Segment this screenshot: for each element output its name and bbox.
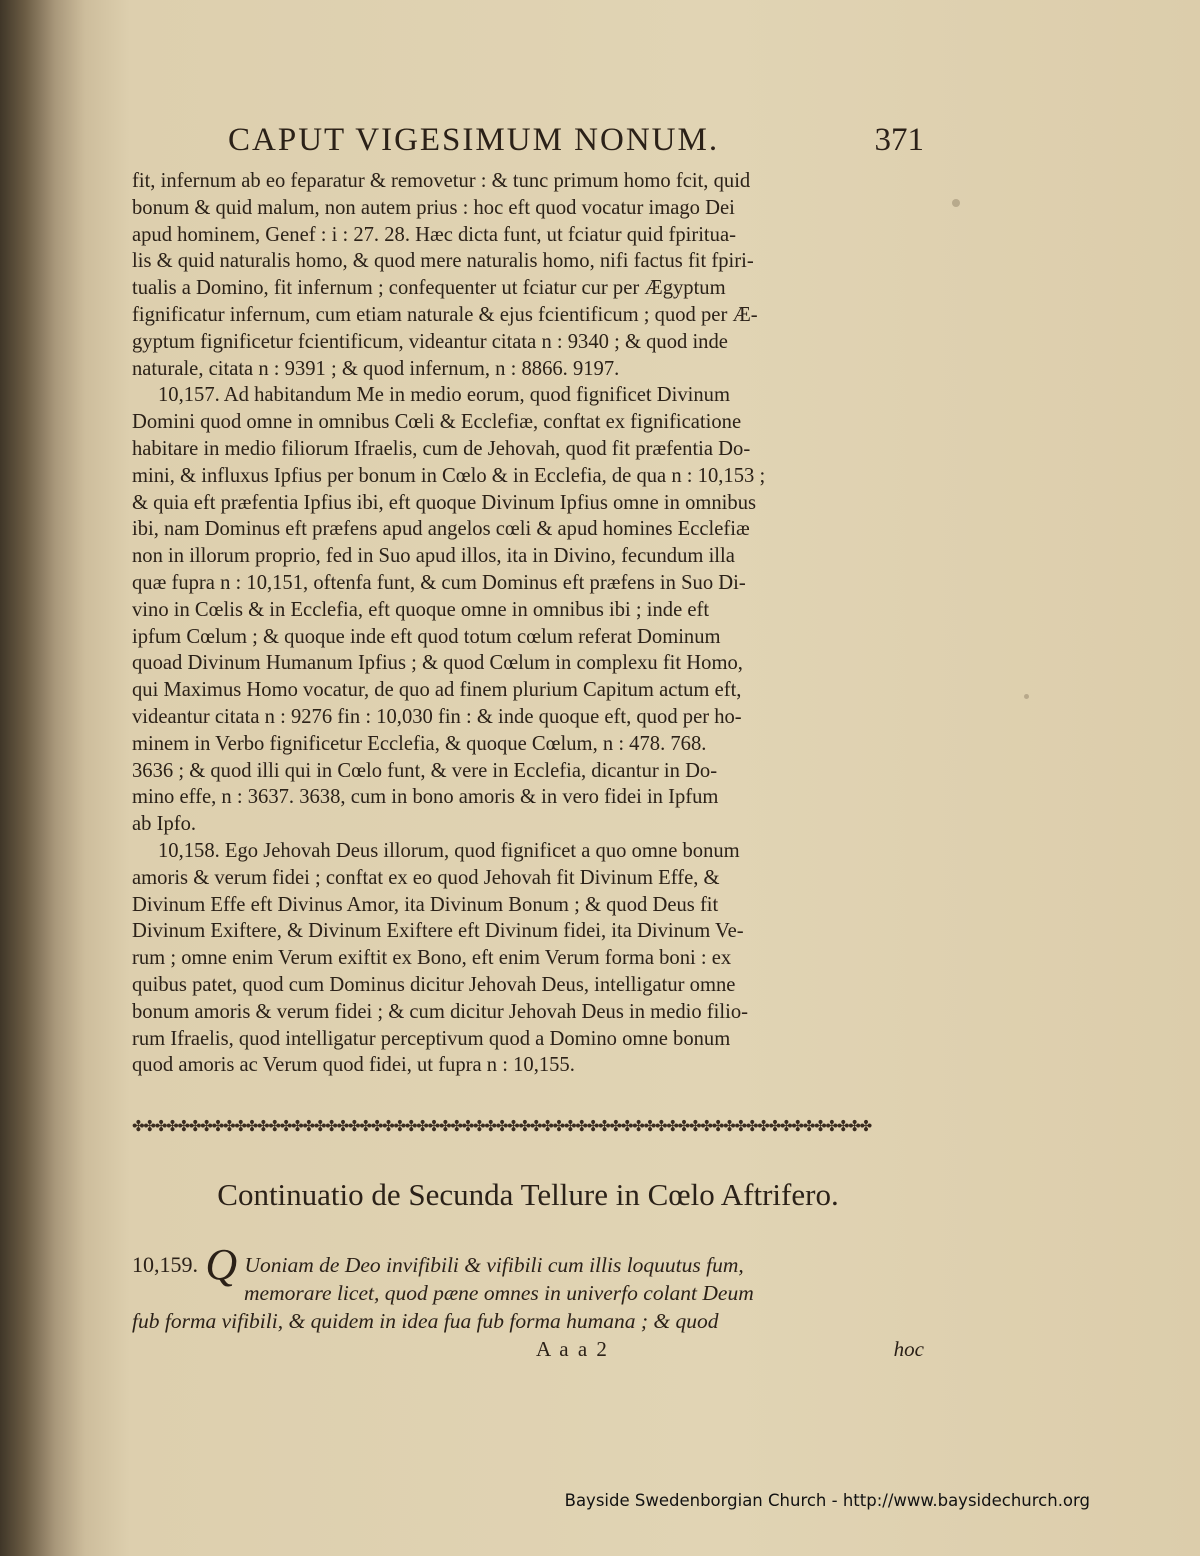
text-line: ipfum Cœlum ; & quoque inde eft quod totum cœlum referat Dominum (132, 625, 721, 648)
catchword: hoc (893, 1337, 924, 1362)
italic-text: fub forma vifibili, & quidem in idea fua fub forma humana ; & quod (132, 1309, 719, 1334)
text-line: mini, & influxus Ipfius per bonum in Cœlo & in Ecclefia, de qua n : 10,153 ; (132, 464, 766, 487)
ink-spot (952, 199, 960, 207)
text-line (132, 1307, 924, 1335)
page-footer (132, 1337, 924, 1367)
section-paragraph (132, 1240, 924, 1335)
running-head (132, 120, 924, 168)
paragraph-number: 10,159. (132, 1252, 198, 1278)
text-line: Domini quod omne in omnibus Cœli & Ecclefiæ, conftat ex fignificatione (132, 411, 742, 434)
text-line: 3636 ; & quod illi qui in Cœlo funt, & vere in Ecclefia, dicantur in Do- (132, 759, 718, 782)
text-line: lis & quid naturalis homo, & quod mere naturalis homo, nifi factus fit fpiri- (132, 250, 754, 273)
text-line: videantur citata n : 9276 fin : 10,030 fin : & inde quoque eft, quod per ho- (132, 705, 742, 728)
text-line: apud hominem, Genef : i : 27. 28. Hæc dicta funt, ut fciatur quid fpiritua- (132, 223, 736, 246)
chapter-title: CAPUT VIGESIMUM NONUM. (228, 122, 720, 158)
text-line: fit, infernum ab eo feparatur & removetur : & tunc primum homo fcit, quid (132, 170, 751, 192)
page-content (132, 120, 924, 1367)
ornament-rule: ✤✤✤✤✤✤✤✤✤✤✤✤✤✤✤✤✤✤✤✤✤✤✤✤✤✤✤✤✤✤✤✤✤✤✤✤✤✤✤✤✤✤✤✤✤✤✤✤✤✤✤✤✤✤✤✤✤✤✤✤✤✤✤✤✤ (132, 1117, 871, 1136)
text-line: bonum amoris & verum fidei ; & cum dicitur Jehovah Deus in medio filio- (132, 1000, 748, 1023)
text-line: minem in Verbo fignificetur Ecclefia, & quoque Cœlum, n : 478. 768. (132, 732, 707, 755)
text-line (132, 1240, 924, 1290)
text-line: 10,157. Ad habitandum Me in medio eorum, quod fignificet Divinum (158, 384, 730, 407)
text-line: quæ fupra n : 10,151, oftenfa funt, & cum Dominus eft præfens in Suo Di- (132, 571, 746, 594)
text-line: Divinum Exiftere, & Divinum Exiftere eft Divinum fidei, ita Divinum Ve- (132, 920, 744, 943)
text-line (132, 1279, 924, 1307)
page-number: 371 (874, 122, 924, 158)
text-line: habitare in medio filiorum Ifraelis, cum de Jehovah, quod fit præfentia Do- (132, 437, 751, 460)
italic-text: Uoniam de Deo invifibili & vifibili cum illis loquutus fum, (244, 1253, 744, 1278)
signature-mark: A a a 2 (536, 1337, 609, 1362)
text-line: Divinum Effe eft Divinus Amor, ita Divinum Bonum ; & quod Deus fit (132, 893, 719, 916)
text-line: qui Maximus Homo vocatur, de quo ad finem plurium Capitum actum eft, (132, 679, 742, 702)
text-line: rum ; omne enim Verum exiftit ex Bono, eft enim Verum forma boni : ex (132, 947, 732, 970)
text-line: bonum & quid malum, non autem prius : hoc eft quod vocatur imago Dei (132, 196, 735, 219)
text-line: rum Ifraelis, quod intelligatur perceptivum quod a Domino omne bonum (132, 1027, 731, 1050)
body-text (132, 168, 924, 1079)
text-line: ab Ipfo. (132, 813, 197, 836)
text-line: quoad Divinum Humanum Ipfius ; & quod Cœlum in complexu fit Homo, (132, 652, 743, 675)
text-line: 10,158. Ego Jehovah Deus illorum, quod fignificet a quo omne bonum (158, 839, 740, 862)
text-line: non in illorum proprio, fed in Suo apud illos, ita in Divino, fecundum illa (132, 545, 735, 568)
text-line: gyptum fignificetur fcientificum, videantur citata n : 9340 ; & quod inde (132, 330, 728, 353)
italic-text: memorare licet, quod pæne omnes in univerfo colant Deum (244, 1281, 754, 1306)
ink-spot (1024, 694, 1029, 699)
text-line: amoris & verum fidei ; conftat ex eo quod Jehovah fit Divinum Effe, & (132, 866, 720, 889)
text-line: ibi, nam Dominus eft præfens apud angelos cœli & apud homines Ecclefiæ (132, 518, 750, 541)
text-line: vino in Cœlis & in Ecclefia, eft quoque omne in omnibus ibi ; inde eft (132, 598, 710, 621)
watermark-text: Bayside Swedenborgian Church - http://www.baysidechurch.org (564, 1491, 1090, 1510)
text-line: tualis a Domino, fit infernum ; confequenter ut fciatur cur per Ægyptum (132, 277, 726, 300)
text-line: mino effe, n : 3637. 3638, cum in bono amoris & in vero fidei in Ipfum (132, 786, 719, 809)
drop-initial: Q (205, 1240, 238, 1290)
text-line: naturale, citata n : 9391 ; & quod infernum, n : 8866. 9197. (132, 357, 620, 380)
text-line: fignificatur infernum, cum etiam naturale & ejus fcientificum ; quod per Æ- (132, 303, 758, 326)
section-title: Continuatio de Secunda Tellure in Cœlo Aftrifero. (217, 1177, 839, 1213)
text-line: quibus patet, quod cum Dominus dicitur Jehovah Deus, intelligatur omne (132, 973, 736, 996)
text-line: quod amoris ac Verum quod fidei, ut fupra n : 10,155. (132, 1054, 575, 1077)
text-line: & quia eft præfentia Ipfius ibi, eft quoque Divinum Ipfius omne in omnibus (132, 491, 757, 514)
